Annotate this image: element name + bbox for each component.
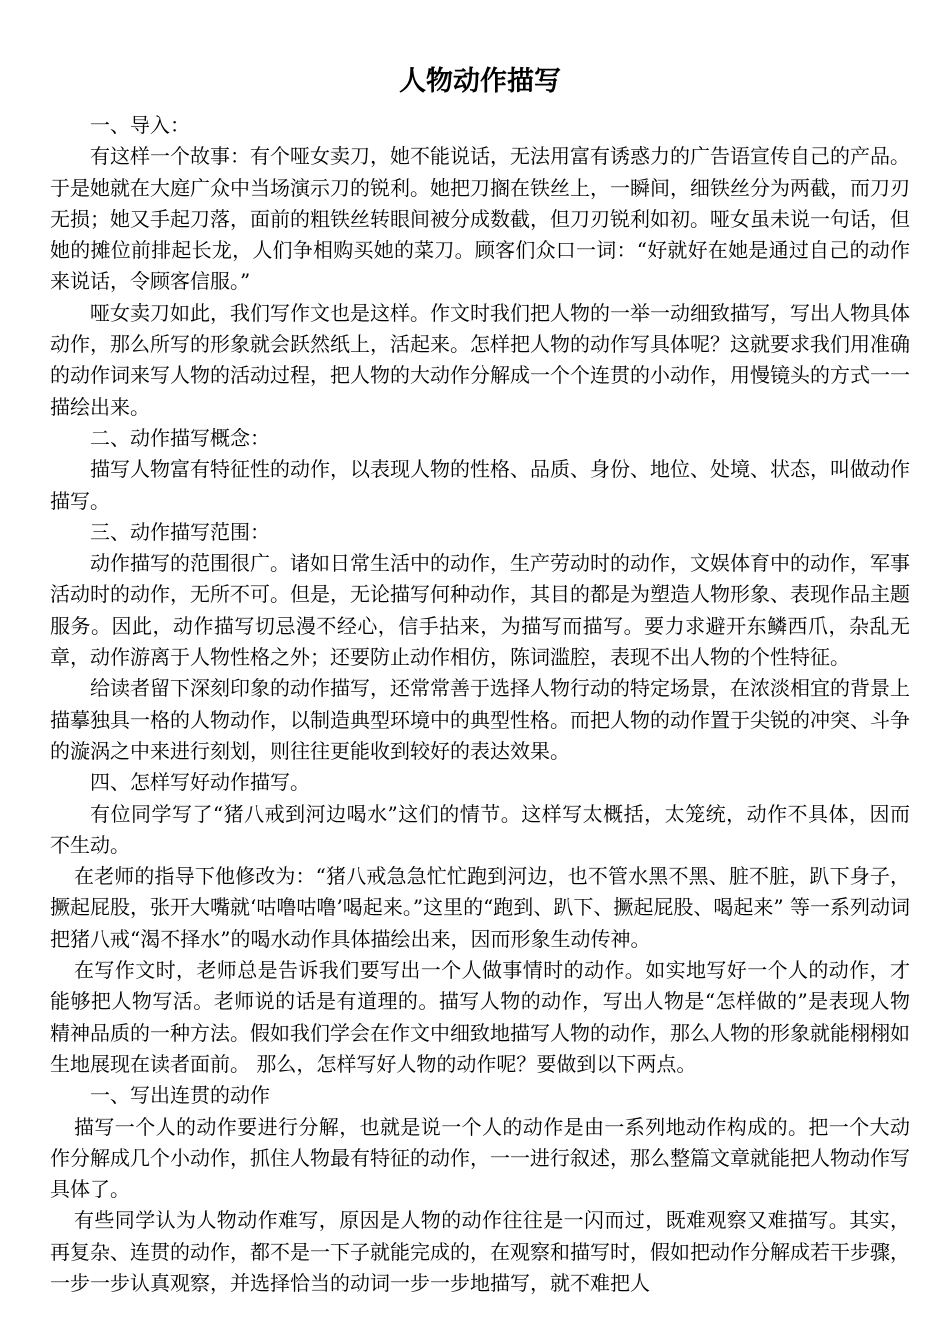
document-title: 人物动作描写 [399, 66, 561, 97]
body-paragraph: 给读者留下深刻印象的动作描写，还常常善于选择人物行动的特定场景，在浓淡相宜的背景上描摹独具一格的人物动作，以制造典型环境中的典型性格。而把人物的动作置于尖锐的冲突、斗争的漩涡之中来进行刻划，则往往更能收到较好的表达效果。 [50, 676, 910, 763]
section-heading: 四、怎样写好动作描写。 [90, 770, 310, 795]
section-heading: 一、导入： [90, 113, 190, 137]
body-paragraph: 有位同学写了“猪八戒到河边喝水”这们的情节。这样写太概括，太笼统，动作不具体，因而不生动。 [50, 801, 910, 857]
body-paragraph: 描写人物富有特征性的动作，以表现人物的性格、品质、身份、地位、处境、状态，叫做动作描写。 [50, 457, 910, 513]
body-paragraph: 有些同学认为人物动作难写，原因是人物的动作往往是一闪而过，既难观察又难描写。其实，再复杂、连贯的动作，都不是一下子就能完成的，在观察和描写时，假如把动作分解成若干步骤，一步一步认真观察，并选择恰当的动词一步一步地描写，就不难把人 [50, 1208, 910, 1295]
body-paragraph: 哑女卖刀如此，我们写作文也是这样。作文时我们把人物的一举一动细致描写，写出人物具体动作，那么所写的形象就会跃然纸上，活起来。怎样把人物的动作写具体呢？这就要求我们用准确的动作词来写人物的活动过程，把人物的大动作分解成一个个连贯的小动作，用慢镜头的方式一一描绘出来。 [50, 300, 910, 419]
section-heading: 三、动作描写范围： [90, 519, 270, 544]
section-heading: 二、动作描写概念： [90, 425, 270, 450]
body-paragraph: 有这样一个故事：有个哑女卖刀，她不能说话，无法用富有诱惑力的广告语宣传自己的产品。于是她就在大庭广众中当场演示刀的锐利。她把刀搁在铁丝上，一瞬间，细铁丝分为两截，而刀刃无损；她又手起刀落，面前的粗铁丝转眼间被分成数截，但刀刃锐利如初。哑女虽未说一句话，但她的摊位前排起长龙，人们争相购买她的菜刀。顾客们众口一词：“好就好在她是通过自己的动作来说话，令顾客信服。” [50, 144, 910, 294]
body-paragraph: 在写作文时，老师总是告诉我们要写出一个人做事情时的动作。如实地写好一个人的动作，才能够把人物写活。老师说的话是有道理的。描写人物的动作，写出人物是“怎样做的”是表现人物精神品质的一种方法。假如我们学会在作文中细致地描写人物的动作，那么人物的形象就能栩栩如生地展现在读者面前。 那么，怎样写好人物的动作呢？要做到以下两点。 [50, 958, 910, 1076]
body-paragraph: 描写一个人的动作要进行分解，也就是说一个人的动作是由一系列地动作构成的。把一个大动作分解成几个小动作，抓住人物最有特征的动作，一一进行叙述，那么整篇文章就能把人物动作写具体了。 [50, 1114, 910, 1202]
document-page [50, 62, 910, 1299]
body-paragraph: 动作描写的范围很广。诸如日常生活中的动作，生产劳动时的动作，文娱体育中的动作，军事活动时的动作，无所不可。但是，无论描写何种动作，其目的都是为塑造人物形象、表现作品主题服务。因此，动作描写切忌漫不经心，信手拈来，为描写而描写。要力求避开东鳞西爪，杂乱无章，动作游离于人物性格之外；还要防止动作相仿，陈词滥腔，表现不出人物的个性特征。 [50, 551, 910, 670]
document-body [50, 110, 910, 1299]
section-heading: 一、写出连贯的动作 [90, 1083, 270, 1108]
body-paragraph: 在老师的指导下他修改为：“猪八戒急急忙忙跑到河边，也不管水黑不黑、脏不脏，趴下身子，撅起屁股，张开大嘴就‘咕噜咕噜’喝起来。”这里的“跑到、趴下、撅起屁股、喝起来” 等一系列动词把猪八戒“渴不择水”的喝水动作具体描绘出来，因而形象生动传神。 [50, 864, 910, 951]
